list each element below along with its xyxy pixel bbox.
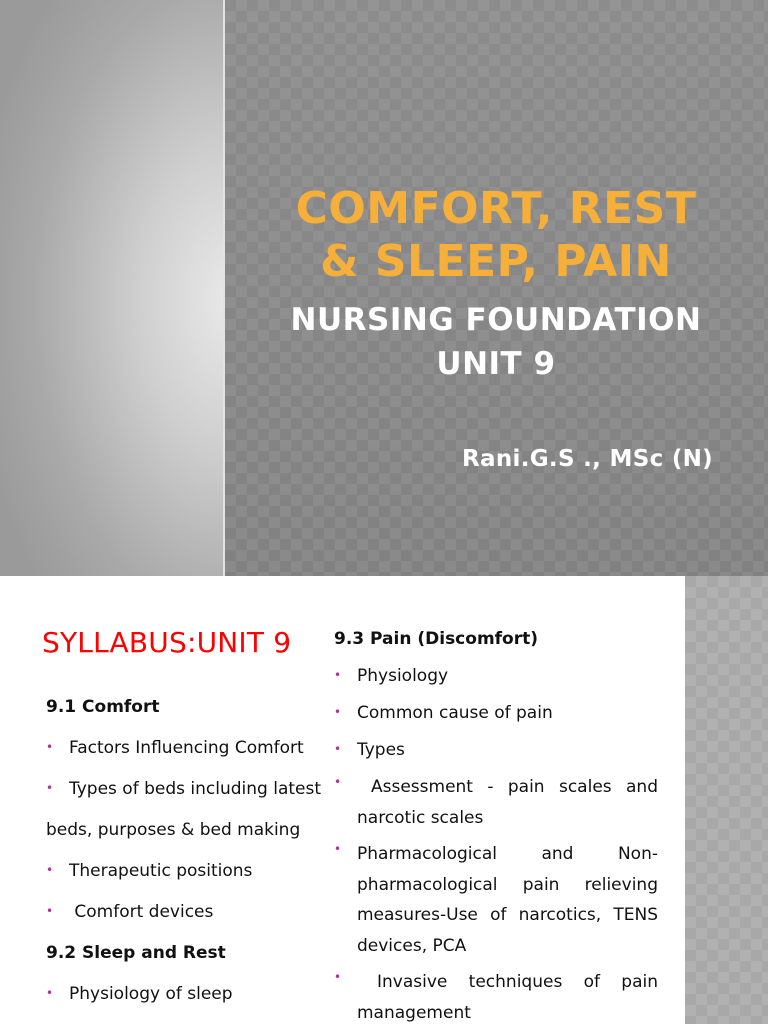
bullet-icon: •: [334, 742, 342, 756]
bullet-icon: •: [334, 705, 342, 719]
slide-title: [250, 182, 742, 288]
bullet-icon: •: [334, 970, 342, 984]
bullet-icon: •: [46, 781, 54, 795]
list-item: • Common cause of pain: [334, 703, 553, 723]
subtitle-line-2: UNIT 9: [436, 346, 556, 382]
left-column: [46, 696, 328, 1005]
title-line-1: COMFORT, REST: [295, 183, 697, 234]
list-item: • Physiology: [334, 666, 449, 686]
list-item: • Factors Influencing Comfort: [46, 738, 304, 758]
list-item: • Types: [334, 740, 405, 760]
author-name: Rani.G.S ., MSc (N): [462, 446, 713, 472]
pain-heading: 9.3 Pain (Discomfort): [334, 629, 539, 649]
bullet-icon: •: [46, 863, 54, 877]
list-item: • Therapeutic positions: [46, 861, 253, 881]
bullet-icon: •: [334, 775, 342, 789]
right-column: [334, 628, 658, 1024]
bullet-icon: •: [46, 904, 54, 918]
sleep-heading: 9.2 Sleep and Rest: [46, 943, 226, 963]
patterned-strip: [685, 576, 768, 1024]
list-item: • Assessment - pain scales and narcotic scales: [334, 772, 658, 833]
list-item: • Types of beds including latest: [46, 779, 322, 799]
title-line-2: & SLEEP, PAIN: [320, 236, 672, 287]
comfort-heading: 9.1 Comfort: [46, 697, 160, 717]
bullet-icon: •: [334, 842, 342, 856]
subtitle-line-1: NURSING FOUNDATION: [290, 302, 702, 338]
list-item-continuation: beds, purposes & bed making: [46, 820, 301, 840]
syllabus-slide: [0, 576, 768, 1024]
list-item: • Physiology of sleep: [46, 984, 233, 1004]
syllabus-title: SYLLABUS:UNIT 9: [42, 626, 292, 659]
slide-subtitle: [250, 298, 742, 386]
patterned-panel: [225, 0, 768, 576]
bullet-icon: •: [46, 740, 54, 754]
list-item: • Invasive techniques of pain management: [334, 967, 658, 1024]
left-gradient-panel: [0, 0, 224, 576]
list-item: • Comfort devices: [46, 902, 214, 922]
bullet-icon: •: [46, 986, 54, 1000]
list-item: • Pharmacological and Non-pharmacological pain relieving measures-Use of narcotics, TENS devices, PCA: [334, 839, 658, 961]
bullet-icon: •: [334, 668, 342, 682]
